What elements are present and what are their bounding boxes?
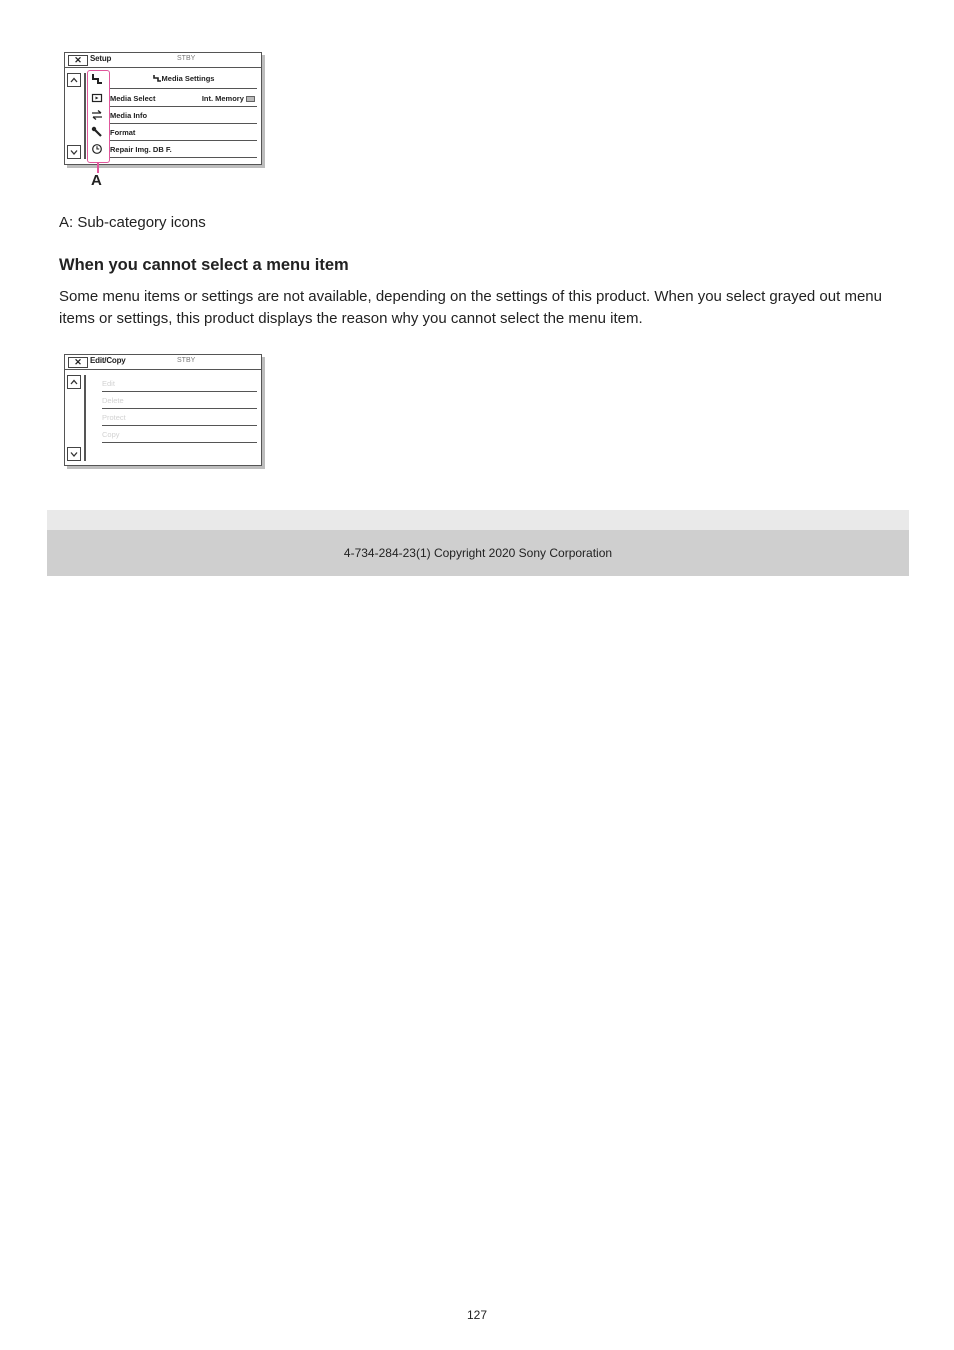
page-number: 127 — [466, 1308, 488, 1322]
menu-item-label: Media Select — [110, 94, 156, 103]
footer-top-band — [47, 510, 909, 530]
menu-title: Setup — [90, 54, 112, 63]
grayed-menu-item — [102, 427, 257, 443]
status-indicator: STBY — [177, 357, 196, 364]
memory-icon — [246, 96, 255, 102]
callout-label-a: A — [91, 172, 102, 189]
figure-caption: A: Sub-category icons — [59, 214, 206, 231]
chevron-down-icon — [68, 448, 80, 460]
menu-item — [110, 142, 257, 158]
menu-item-label: Format — [110, 128, 136, 137]
chevron-up-icon — [68, 74, 80, 86]
grayed-menu-item-label: Edit — [102, 379, 115, 388]
grayed-menu-item — [102, 376, 257, 392]
menu-item — [110, 125, 257, 141]
scroll-track — [84, 375, 86, 461]
media-settings-header-label: Media Settings — [161, 74, 215, 83]
scroll-up-button — [67, 73, 81, 87]
setup-menu-figure — [64, 52, 262, 165]
menu-item-value: Int. Memory — [202, 91, 255, 107]
menu-item — [110, 108, 257, 124]
scroll-track — [84, 73, 86, 159]
footer-copyright: 4-734-284-23(1) Copyright 2020 Sony Corporation — [47, 530, 909, 576]
setup-title-bar — [65, 53, 261, 68]
close-button: ✕ — [68, 55, 88, 66]
status-indicator: STBY — [177, 55, 196, 62]
menu-item-label: Repair Img. DB F. — [110, 145, 172, 154]
sub-category-icons-highlight — [87, 70, 110, 163]
chevron-down-icon — [68, 146, 80, 158]
scroll-down-button — [67, 145, 81, 159]
chevron-up-icon — [68, 376, 80, 388]
menu-item — [110, 91, 257, 107]
menu-title: Edit/Copy — [90, 356, 126, 365]
menu-item-label: Media Info — [110, 111, 148, 120]
section-paragraph: Some menu items or settings are not available, depending on the settings of this product. When you select grayed out menu items or settings, this product displays the reason why you cannot select the menu item. — [59, 288, 882, 327]
media-settings-small-icon — [153, 74, 162, 82]
scroll-down-button — [67, 447, 81, 461]
grayed-menu-item — [102, 410, 257, 426]
grayed-menu-item-label: Delete — [102, 396, 124, 405]
grayed-menu-item — [102, 393, 257, 409]
media-settings-header — [110, 70, 257, 89]
close-button: ✕ — [68, 357, 88, 368]
edit-copy-menu-figure — [64, 354, 262, 466]
section-heading: When you cannot select a menu item — [59, 256, 349, 274]
scroll-up-button — [67, 375, 81, 389]
grayed-menu-item-label: Copy — [102, 430, 120, 439]
edit-copy-title-bar — [65, 355, 261, 370]
grayed-menu-item-label: Protect — [102, 413, 126, 422]
